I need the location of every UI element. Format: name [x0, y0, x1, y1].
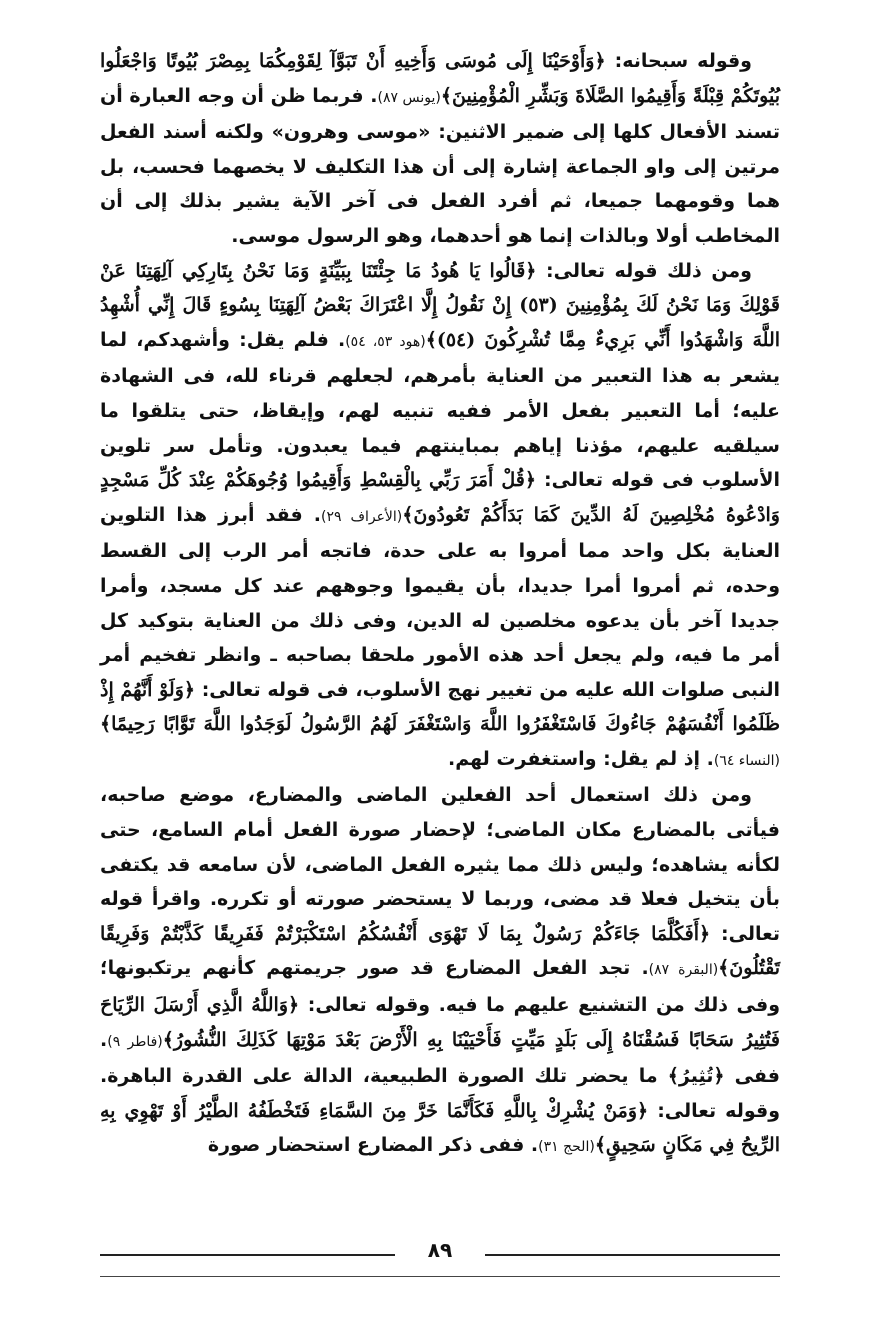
- verse-reference: (الأعراف ٢٩): [321, 508, 403, 525]
- paragraph-text: . تجد الفعل المضارع قد صور جريمتهم كأنهم يرتكبونها؛ وفى ذلك من التشنيع عليهم ما فيه. وقوله تعالى:: [100, 957, 781, 1017]
- paragraph-text: . ففى ﴿تُثِيرُ﴾ ما يحضر تلك الصورة الطبيعية، الدالة على القدرة الباهرة. وقوله تعالى:: [100, 1028, 781, 1122]
- verse-reference: (هود ٥٣، ٥٤): [345, 333, 426, 350]
- paragraph-intro: وقوله سبحانه:: [605, 50, 752, 72]
- paragraph-1: [100, 44, 780, 254]
- verse-reference: (يونس ٨٧): [377, 89, 441, 106]
- verse-reference: (الحج ٣١): [538, 1139, 595, 1156]
- quran-verse: ﴿وَمَنْ يُشْرِكْ بِاللَّهِ فَكَأَنَّمَا خَرَّ مِنَ السَّمَاءِ فَتَخْطَفُهُ الطَّيْرُ أَوْ تَهْوِي بِهِ الرِّيحُ فِي مَكَانٍ سَحِيقٍ﴾: [100, 1099, 780, 1157]
- quran-verse: ﴿وَلَوْ أَنَّهُمْ إِذْ ظَلَمُوا أَنْفُسَهُمْ جَاءُوكَ فَاسْتَغْفَرُوا اللَّهَ وَاسْتَغْفَرَ لَهُمُ الرَّسُولُ لَوَجَدُوا اللَّهَ تَوَّابًا رَحِيمًا﴾: [100, 678, 780, 736]
- quran-verse: ﴿أَفَكُلَّمَا جَاءَكُمْ رَسُولٌ بِمَا لَا تَهْوَى أَنْفُسُكُمُ اسْتَكْبَرْتُمْ فَفَرِيقًا كَذَّبْتُمْ وَفَرِيقًا تَقْتُلُونَ﴾: [100, 922, 780, 980]
- quran-verse: ﴿وَاللَّهُ الَّذِي أَرْسَلَ الرِّيَاحَ فَتُثِيرُ سَحَابًا فَسُقْنَاهُ إِلَى بَلَدٍ مَيِّتٍ فَأَحْيَيْنَا بِهِ الْأَرْضَ بَعْدَ مَوْتِهَا كَذَلِكَ النُّشُورُ﴾: [100, 994, 780, 1051]
- paragraph-2: [100, 254, 780, 779]
- paragraph-intro: ومن ذلك استعمال أحد الفعلين الماضى والمضارع، موضع صاحبه، فيأتى بالمضارع مكان الماضى؛ لإحضار صورة الفعل أمام السامع، حتى لكأنه يشاهده؛ وليس ذلك مما يثيره الفعل الماضى، لأن سامعه قد يكتفى بأن يتخيل فعلا قد مضى، وربما لا يستحضر صورته أو تكرره. واقرأ قوله تعالى:: [100, 784, 780, 945]
- paragraph-text: . فقد أبرز هذا التلوين العناية بكل واحد مما أمروا به على حدة، فاتجه أمر الرب إلى القسط وحده، ثم أمروا أمرا جديدا، بأن يقيموا وجوههم عند كل مسجد، وأمرا جديدا آخر بأن يدعوه مخلصين له الدين، وفى ذلك من العناية بتوكيد كل أمر ما فيه، ولم يجعل أحد هذه الأمور ملحقا بصاحبه ـ وانظر تفخيم أمر النبى صلوات الله عليه من تغيير نهج الأسلوب، فى قوله تعالى:: [100, 503, 780, 701]
- paragraph-text: . فلم يقل: وأشهدكم، لما يشعر به هذا التعبير من العناية بأمرهم، لجعلهم قرناء لله، فى الشهادة عليه؛ أما التعبير بفعل الأمر ففيه تنبيه لهم، وإيقاظ، حتى يتلقوا ما سيلقيه عليهم، مؤذنا إياهم بمباينتهم فيما يعبدون. وتأمل سر تلوين الأسلوب فى قوله تعالى:: [100, 328, 781, 492]
- paragraph-text: . ففى ذكر المضارع استحضار صورة: [207, 1134, 539, 1157]
- verse-reference: (البقرة ٨٧): [648, 962, 719, 979]
- verse-reference: (فاطر ٩): [107, 1033, 163, 1050]
- footer-rule: [100, 1276, 780, 1277]
- page-footer: [100, 1238, 780, 1268]
- paragraph-intro: ومن ذلك قوله تعالى:: [536, 259, 752, 282]
- footer-divider-right: [485, 1254, 780, 1256]
- quran-verse: ﴿قَالُوا يَا هُودُ مَا جِئْتَنَا بِبَيِّنَةٍ وَمَا نَحْنُ بِتَارِكِي آلِهَتِنَا عَنْ قَوْلِكَ وَمَا نَحْنُ لَكَ بِمُؤْمِنِينَ (٥٣) إِنْ نَقُولُ إِلَّا اعْتَرَاكَ بَعْضُ آلِهَتِنَا بِسُوءٍ قَالَ إِنِّي أُشْهِدُ اللَّهَ وَاشْهَدُوا أَنِّي بَرِيءٌ مِمَّا تُشْرِكُونَ (٥٤)﴾: [100, 259, 781, 351]
- paragraph-text: . إذ لم يقل: واستغفرت لهم.: [448, 747, 714, 770]
- quran-verse: ﴿قُلْ أَمَرَ رَبِّي بِالْقِسْطِ وَأَقِيمُوا وُجُوهَكُمْ عِنْدَ كُلِّ مَسْجِدٍ وَادْعُوهُ مُخْلِصِينَ لَهُ الدِّينَ كَمَا بَدَأَكُمْ تَعُودُونَ﴾: [100, 469, 780, 526]
- body-text: [100, 44, 780, 1165]
- verse-reference: (النساء ٦٤): [713, 752, 780, 769]
- paragraph-3: [100, 778, 780, 1165]
- page-number: ٨٩: [427, 1238, 453, 1262]
- quran-verse: ﴿وَأَوْحَيْنَا إِلَى مُوسَى وَأَخِيهِ أَنْ تَبَوَّآ لِقَوْمِكُمَا بِمِصْرَ بُيُوتًا وَاجْعَلُوا بُيُوتَكُمْ قِبْلَةً وَأَقِيمُوا الصَّلَاةَ وَبَشِّرِ الْمُؤْمِنِينَ﴾: [100, 50, 780, 107]
- paragraph-text: . فربما ظن أن وجه العبارة أن تسند الأفعال كلها إلى ضمير الاثنين: «موسى وهرون» ولكنه أسند الفعل مرتين إلى واو الجماعة إشارة إلى أن هذا التكليف لا يخصهما فحسب، بل هما وقومهما جميعا، ثم أفرد الفعل فى آخر الآية يشير بذلك إلى أن المخاطب أولا وبالذات إنما هو أحدهما، وهو الرسول موسى.: [100, 84, 780, 247]
